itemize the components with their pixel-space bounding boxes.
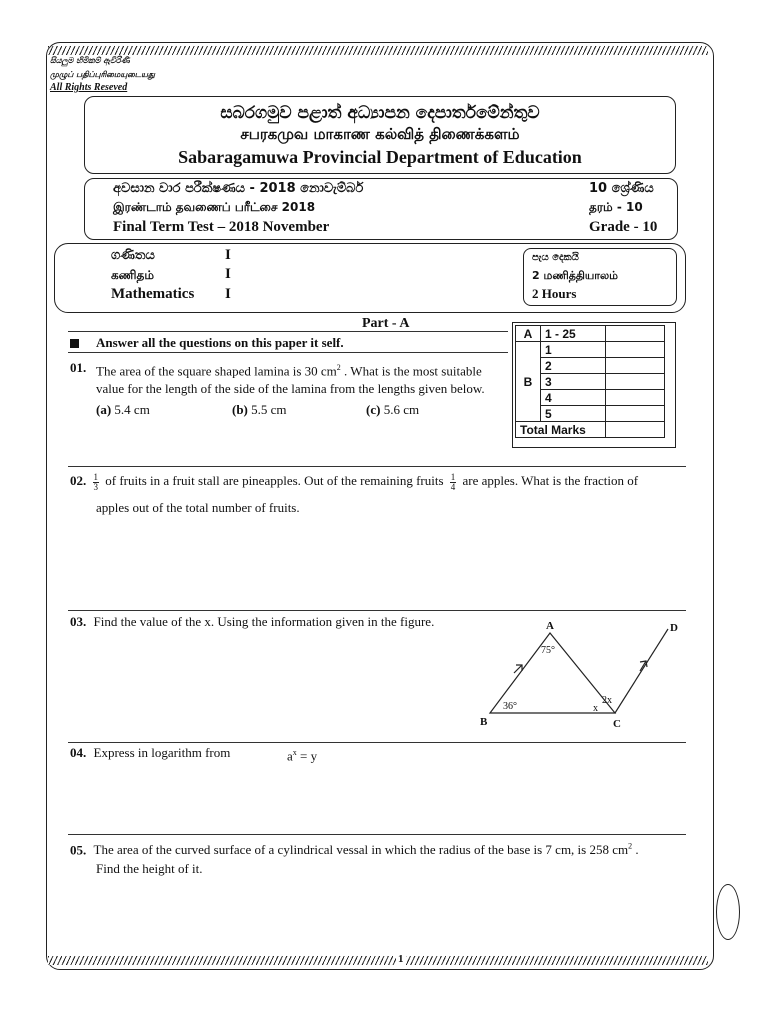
duration-english: 2 Hours: [532, 286, 577, 301]
log-expression: $a^x = y$: [287, 748, 318, 764]
question-3: [70, 610, 434, 634]
marks-part-b-item: 2: [541, 358, 606, 374]
label-b: B: [480, 716, 488, 728]
duration-box: [523, 248, 677, 306]
angle-x: x: [593, 703, 598, 714]
angle-a-75: 75°: [541, 645, 555, 656]
instruction-bullet-icon: [70, 339, 79, 348]
marks-part-b-item: 3: [541, 374, 606, 390]
question-2-line2: apples out of the total number of fruits.: [96, 500, 300, 515]
marks-part-b-item: 1: [541, 342, 606, 358]
exam-title-english: Final Term Test – 2018 November: [113, 219, 330, 235]
question-1-line2: value for the length of the side of the lamina from the lengths given below.: [96, 381, 485, 396]
question-text: Express in logarithm from: [93, 745, 231, 760]
marks-part-b-score[interactable]: [606, 390, 665, 406]
marks-part-b-score[interactable]: [606, 374, 665, 390]
question-text: The area of the curved surface of a cylindrical vessal in which the radius of the base is 7 cm, is 258 $cm^2$ .: [93, 842, 639, 858]
marks-oval[interactable]: [716, 884, 740, 940]
angle-b-36: 36°: [503, 701, 517, 712]
part-title: Part - A: [362, 316, 410, 331]
instruction-text: Answer all the questions on this paper it self.: [96, 335, 344, 350]
question-text: of fruits in a fruit stall are pineapples. Out of the remaining fruits: [105, 473, 444, 488]
question-number: 03.: [70, 614, 87, 629]
subject-box: [54, 243, 686, 313]
marks-part-a-label: A: [516, 326, 541, 342]
marks-part-a-score[interactable]: [606, 326, 665, 342]
question-4: [70, 741, 230, 765]
copyright-english: All Rights Reseved: [50, 82, 128, 93]
marks-part-b-label: B: [516, 342, 541, 422]
marks-total-label: Total Marks: [516, 422, 606, 438]
line-cd: [615, 629, 668, 713]
marks-total-score[interactable]: [606, 422, 665, 438]
grade-sinhala: 10 ශ්‍රේණිය: [589, 181, 654, 196]
copyright-sinhala: සියලුම හිමිකම් ඇවිරිණි: [50, 56, 130, 65]
grade-tamil: தரம் - 10: [589, 200, 643, 214]
angle-2x: 2x: [602, 695, 612, 706]
page-number: 1: [398, 953, 404, 965]
question-number: 01.: [70, 360, 87, 375]
exam-title-sinhala: අවසාන වාර පරීක්ෂණය - 2018 නොවැම්බර්: [113, 181, 364, 196]
question-2: [70, 469, 690, 493]
duration-sinhala: පැය දෙකයි: [532, 252, 579, 263]
question-number: 05.: [70, 842, 87, 858]
paper-number-3: I: [225, 286, 231, 302]
subject-sinhala: ගණිතය: [111, 248, 155, 263]
department-name-sinhala: සබරගමුව පළාත් අධ්‍යාපන දෙපාර්තමේන්තුව: [220, 103, 540, 123]
exam-title-tamil: இரண்டாம் தவணைப் பரீட்சை 2018: [113, 200, 316, 214]
question-number: 02.: [70, 473, 87, 488]
fraction-one-quarter: $\frac{1}{4}$: [450, 471, 456, 492]
option-c[interactable]: (c) 5.6 cm: [366, 402, 420, 417]
question-5-line2: Find the height of it.: [96, 861, 203, 876]
marks-table: [515, 325, 665, 438]
bottom-hatch-border: [48, 956, 708, 965]
option-b[interactable]: (b) 5.5 cm: [232, 402, 287, 417]
subject-tamil: கணிதம்: [111, 268, 154, 282]
triangle-figure: [470, 615, 690, 740]
marks-part-b-item: 4: [541, 390, 606, 406]
rule-q1: [68, 352, 508, 353]
label-a: A: [546, 620, 554, 632]
question-text: Find the value of the x. Using the information given in the figure.: [93, 614, 435, 629]
marks-part-b-item: 5: [541, 406, 606, 422]
marks-part-b-score[interactable]: [606, 358, 665, 374]
department-header-box: [84, 96, 676, 174]
rule-part-a: [68, 331, 508, 332]
option-a[interactable]: (a) 5.4 cm: [96, 402, 150, 417]
marks-table-frame: [512, 322, 676, 448]
marks-part-b-score[interactable]: [606, 342, 665, 358]
paper-number-2: I: [225, 266, 231, 282]
department-name-tamil: சபரகமுவ மாகாண கல்வித் திணைக்களம்: [240, 125, 520, 143]
exam-title-box: [84, 178, 678, 240]
question-text: The area of the square shaped lamina is 30 $cm^2$ . What is the most suitable: [96, 363, 482, 379]
fraction-one-third: $\frac{1}{3}$: [93, 471, 98, 492]
question-text-continued: are apples. What is the fraction of: [462, 473, 639, 488]
duration-tamil: 2 மணித்தியாலம்: [532, 269, 619, 282]
rule-q2: [68, 466, 686, 467]
question-number: 04.: [70, 745, 87, 760]
department-name-english: Sabaragamuwa Provincial Department of Education: [178, 147, 582, 167]
grade-english: Grade - 10: [589, 219, 658, 235]
subject-english: Mathematics: [111, 286, 195, 302]
marks-part-a-range: 1 - 25: [541, 326, 606, 342]
label-c: C: [613, 718, 621, 730]
copyright-tamil: முழுப் பதிப்புரிமையுடையது: [50, 70, 155, 79]
paper-number-1: I: [225, 247, 231, 263]
label-d: D: [670, 622, 678, 634]
marks-part-b-score[interactable]: [606, 406, 665, 422]
